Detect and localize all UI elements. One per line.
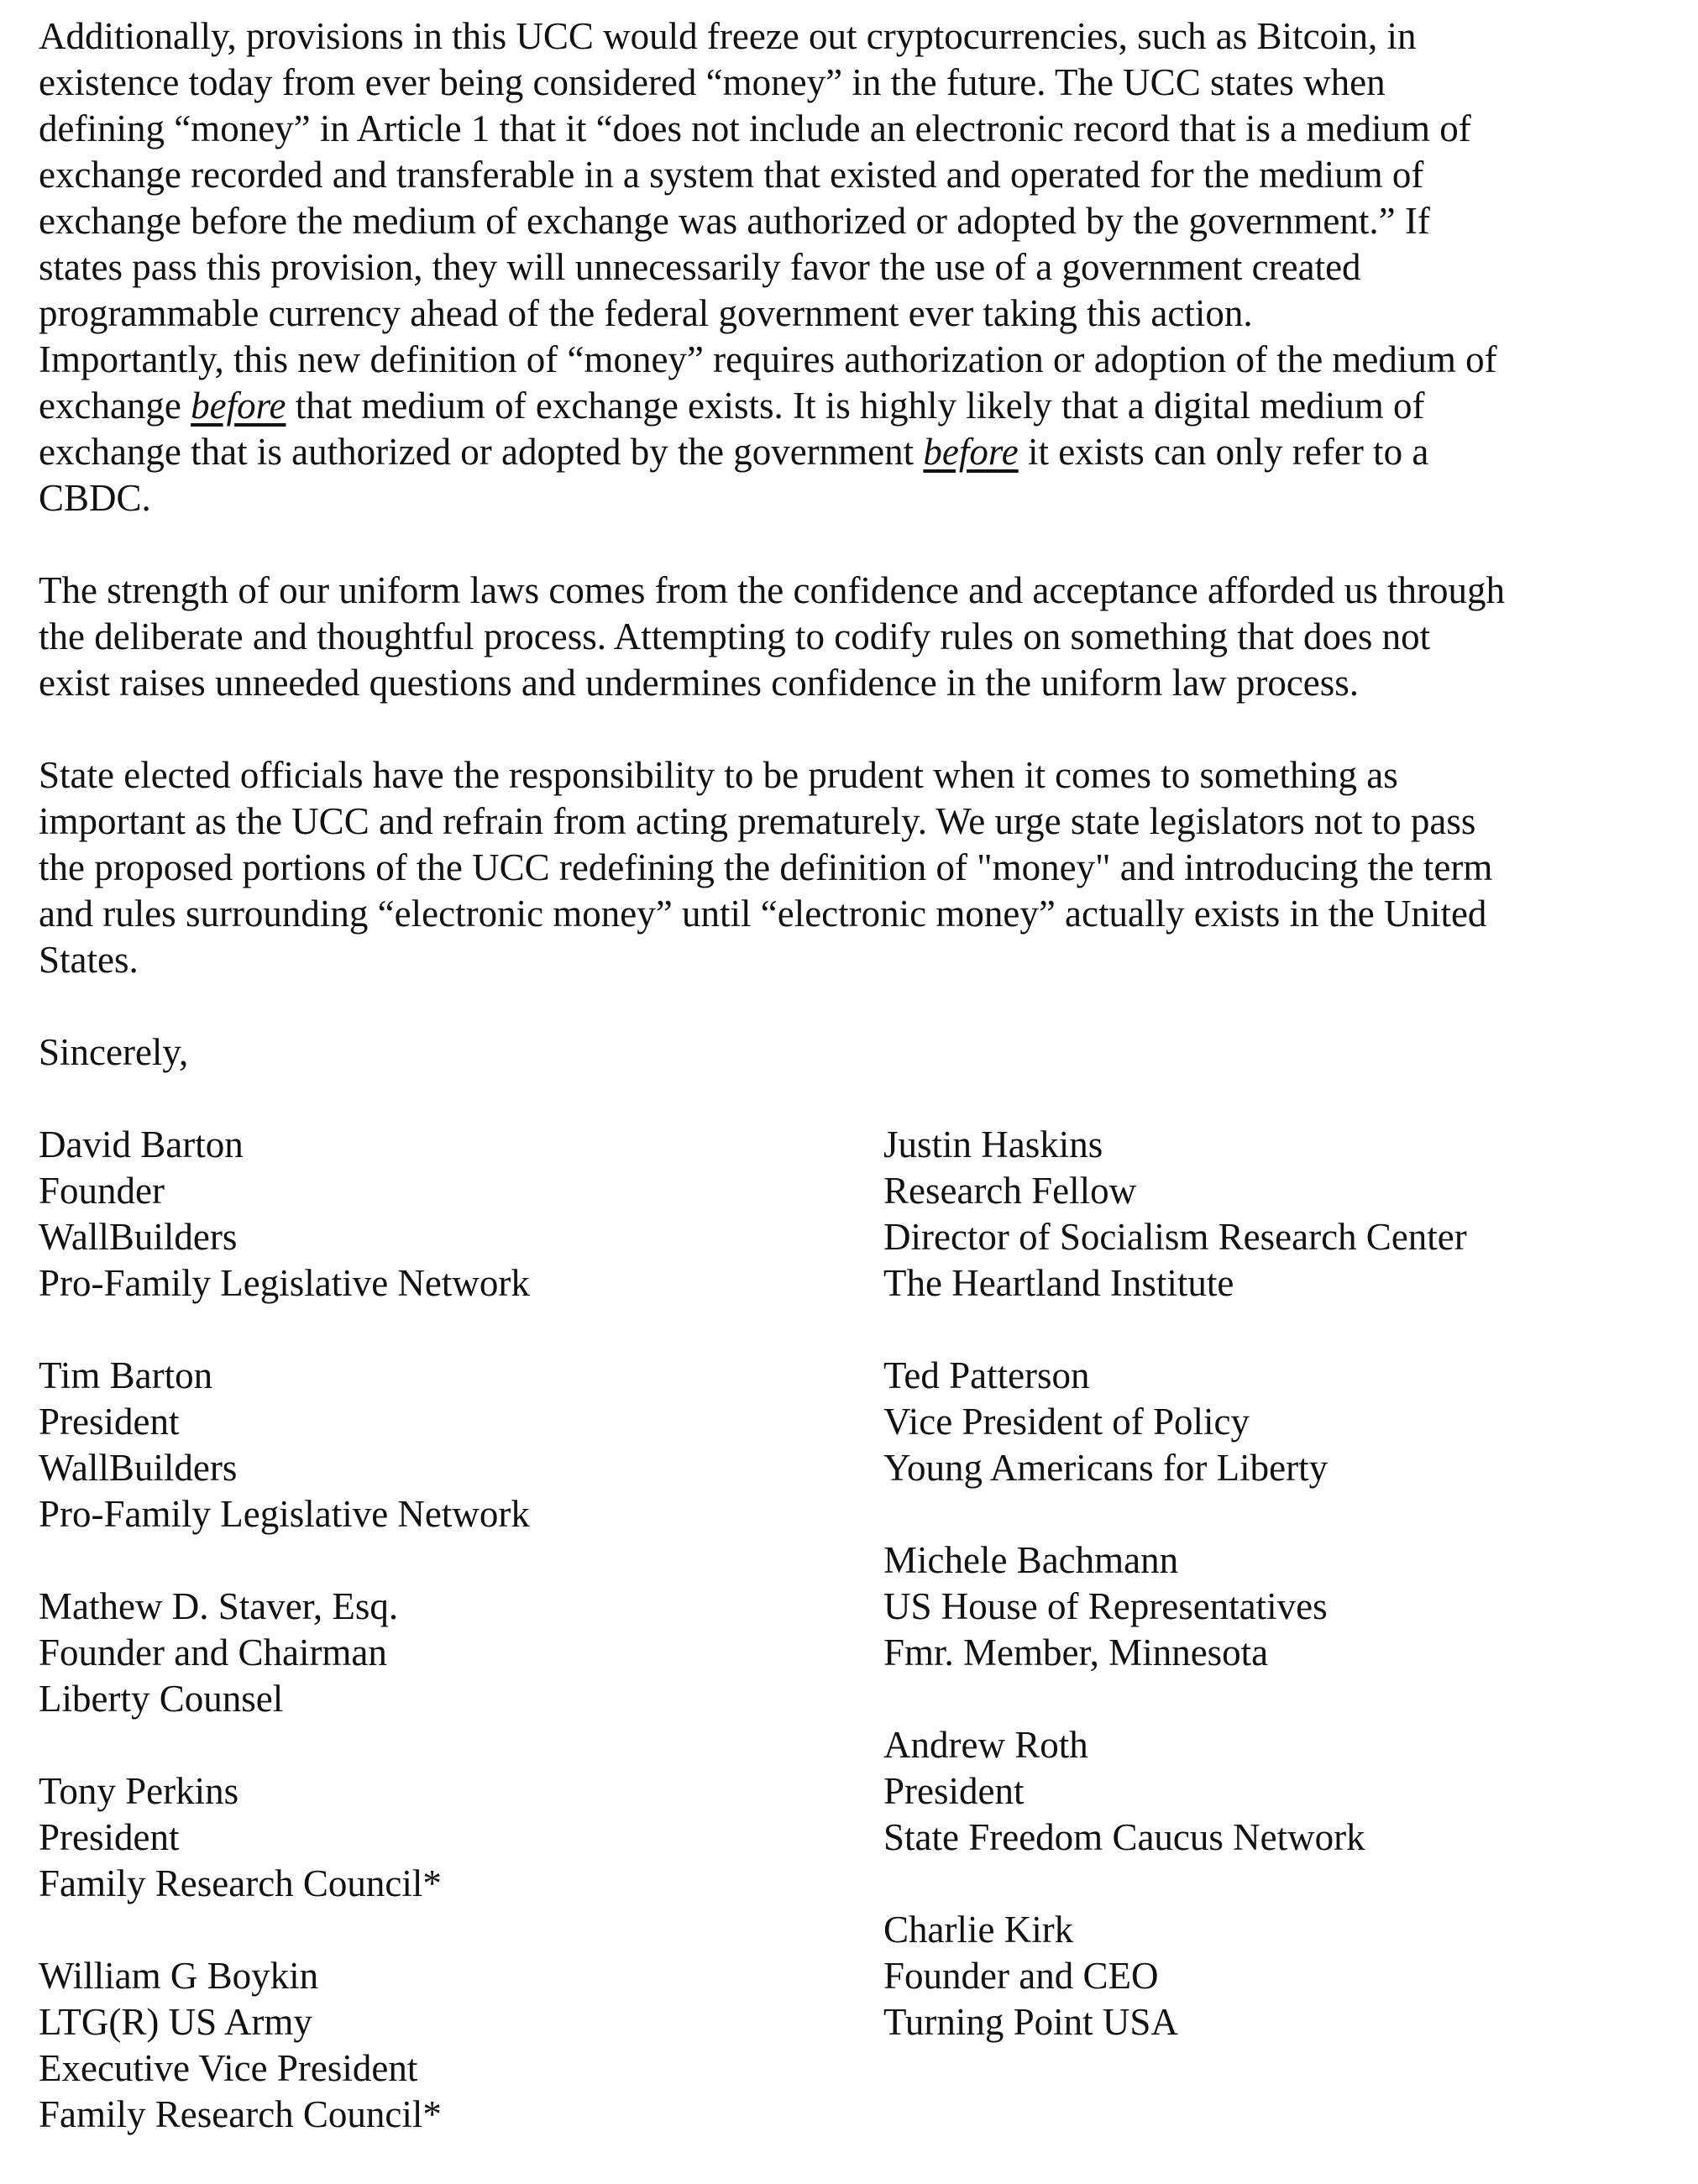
signature-block [883, 1122, 1664, 1307]
paragraph-crypto-freeze: Additionally, provisions in this UCC would freeze out cryptocurrencies, such as Bitcoin, in existence today from ever being considered “money” in the future. The UCC states when defining “money” in Article 1 that it “does not include an electronic record that is a medium of exchange recorded and transferable in a system that existed and operated for the medium of exchange before the medium of exchange was authorized or adopted by the government.” If states pass this provision, they will unnecessarily favor the use of a government created programmable currency ahead of the federal government ever taking this action. [39, 15, 1471, 334]
emphasis-before-2: before [923, 431, 1019, 473]
signatory-title: Family Research Council* [39, 1862, 442, 1904]
signatory-name: Andrew Roth [883, 1724, 1088, 1766]
signature-block [39, 1122, 845, 1307]
letter-page [39, 13, 1668, 2135]
signatory-title: Founder [39, 1170, 165, 1212]
signatory-title: Pro-Family Legislative Network [39, 1262, 530, 1304]
signatory-title: The Heartland Institute [883, 1262, 1234, 1304]
signature-block [39, 1353, 845, 1537]
paragraph-money-definition-part-a: Importantly, this new definition of “money” requires authorization or adoption of the medium of exchange [39, 338, 1497, 427]
signatory-title: Fmr. Member, Minnesota [883, 1631, 1269, 1673]
signature-block [883, 1907, 1664, 2045]
signature-block [39, 1953, 845, 2138]
signatory-title: WallBuilders [39, 1447, 238, 1489]
signatory-name: David Barton [39, 1123, 244, 1165]
signatories-right-column [883, 1122, 1664, 2092]
signatory-title: Liberty Counsel [39, 1678, 284, 1720]
signatory-name: Ted Patterson [883, 1354, 1090, 1396]
signatory-name: Charlie Kirk [883, 1909, 1074, 1951]
paragraph-spacer [39, 706, 1668, 752]
signatory-title: State Freedom Caucus Network [883, 1816, 1365, 1858]
paragraph-spacer [39, 1076, 1668, 1122]
signatory-name: Justin Haskins [883, 1123, 1103, 1165]
signatory-title: Founder and Chairman [39, 1631, 387, 1673]
signature-block [883, 1722, 1664, 1861]
signatory-name: Tony Perkins [39, 1770, 239, 1812]
paragraph-money-definition-part-b: that medium of exchange exists. It is highly likely that a digital medium of exchange that is authorized or adopted by the government [39, 385, 1425, 473]
signatory-title: Founder and CEO [883, 1955, 1159, 1997]
paragraph-money-definition [39, 337, 1668, 521]
signatory-title: Family Research Council* [39, 2093, 442, 2135]
signatory-title: President [883, 1770, 1025, 1812]
signature-block [883, 1537, 1664, 1676]
signatory-name: Mathew D. Staver, Esq. [39, 1585, 399, 1627]
signature-block [883, 1353, 1664, 1491]
signatory-title: Young Americans for Liberty [883, 1447, 1329, 1489]
signatory-title: President [39, 1816, 180, 1858]
paragraph-spacer [39, 983, 1668, 1029]
signatory-title: Research Fellow [883, 1170, 1137, 1212]
signatory-title: Executive Vice President [39, 2047, 418, 2089]
signatories-left-column [39, 1122, 845, 2184]
signatory-title: Vice President of Policy [883, 1401, 1250, 1443]
signatory-title: US House of Representatives [883, 1585, 1328, 1627]
closing-salutation: Sincerely, [39, 1031, 189, 1073]
paragraph-call-to-action: State elected officials have the responsibility to be prudent when it comes to something as important as the UCC and refrain from acting prematurely. We urge state legislators not to pass the proposed portions of the UCC redefining the definition of "money" and introducing the term and rules surrounding “electronic money” until “electronic money” actually exists in the United States. [39, 754, 1493, 981]
signatory-name: Michele Bachmann [883, 1539, 1179, 1581]
paragraph-money-definition-part-c: it exists can only refer to a CBDC. [39, 431, 1429, 519]
signatory-title: LTG(R) US Army [39, 2001, 312, 2043]
signatories [39, 1122, 1668, 2135]
signature-block [39, 1768, 845, 1907]
emphasis-before-1: before [191, 385, 286, 427]
signatory-title: Pro-Family Legislative Network [39, 1493, 530, 1535]
signatory-name: William G Boykin [39, 1955, 319, 1997]
paragraph-uniform-laws: The strength of our uniform laws comes from the confidence and acceptance afforded us through the deliberate and thoughtful process. Attempting to codify rules on something that does not exist raises unneeded questions and undermines confidence in the uniform law process. [39, 569, 1506, 704]
signature-block [39, 1584, 845, 1722]
signatory-title: Director of Socialism Research Center [883, 1216, 1467, 1258]
signatory-title: WallBuilders [39, 1216, 238, 1258]
paragraph-spacer [39, 521, 1668, 568]
signatory-title: President [39, 1401, 180, 1443]
signatory-title: Turning Point USA [883, 2001, 1178, 2043]
signatory-name: Tim Barton [39, 1354, 213, 1396]
